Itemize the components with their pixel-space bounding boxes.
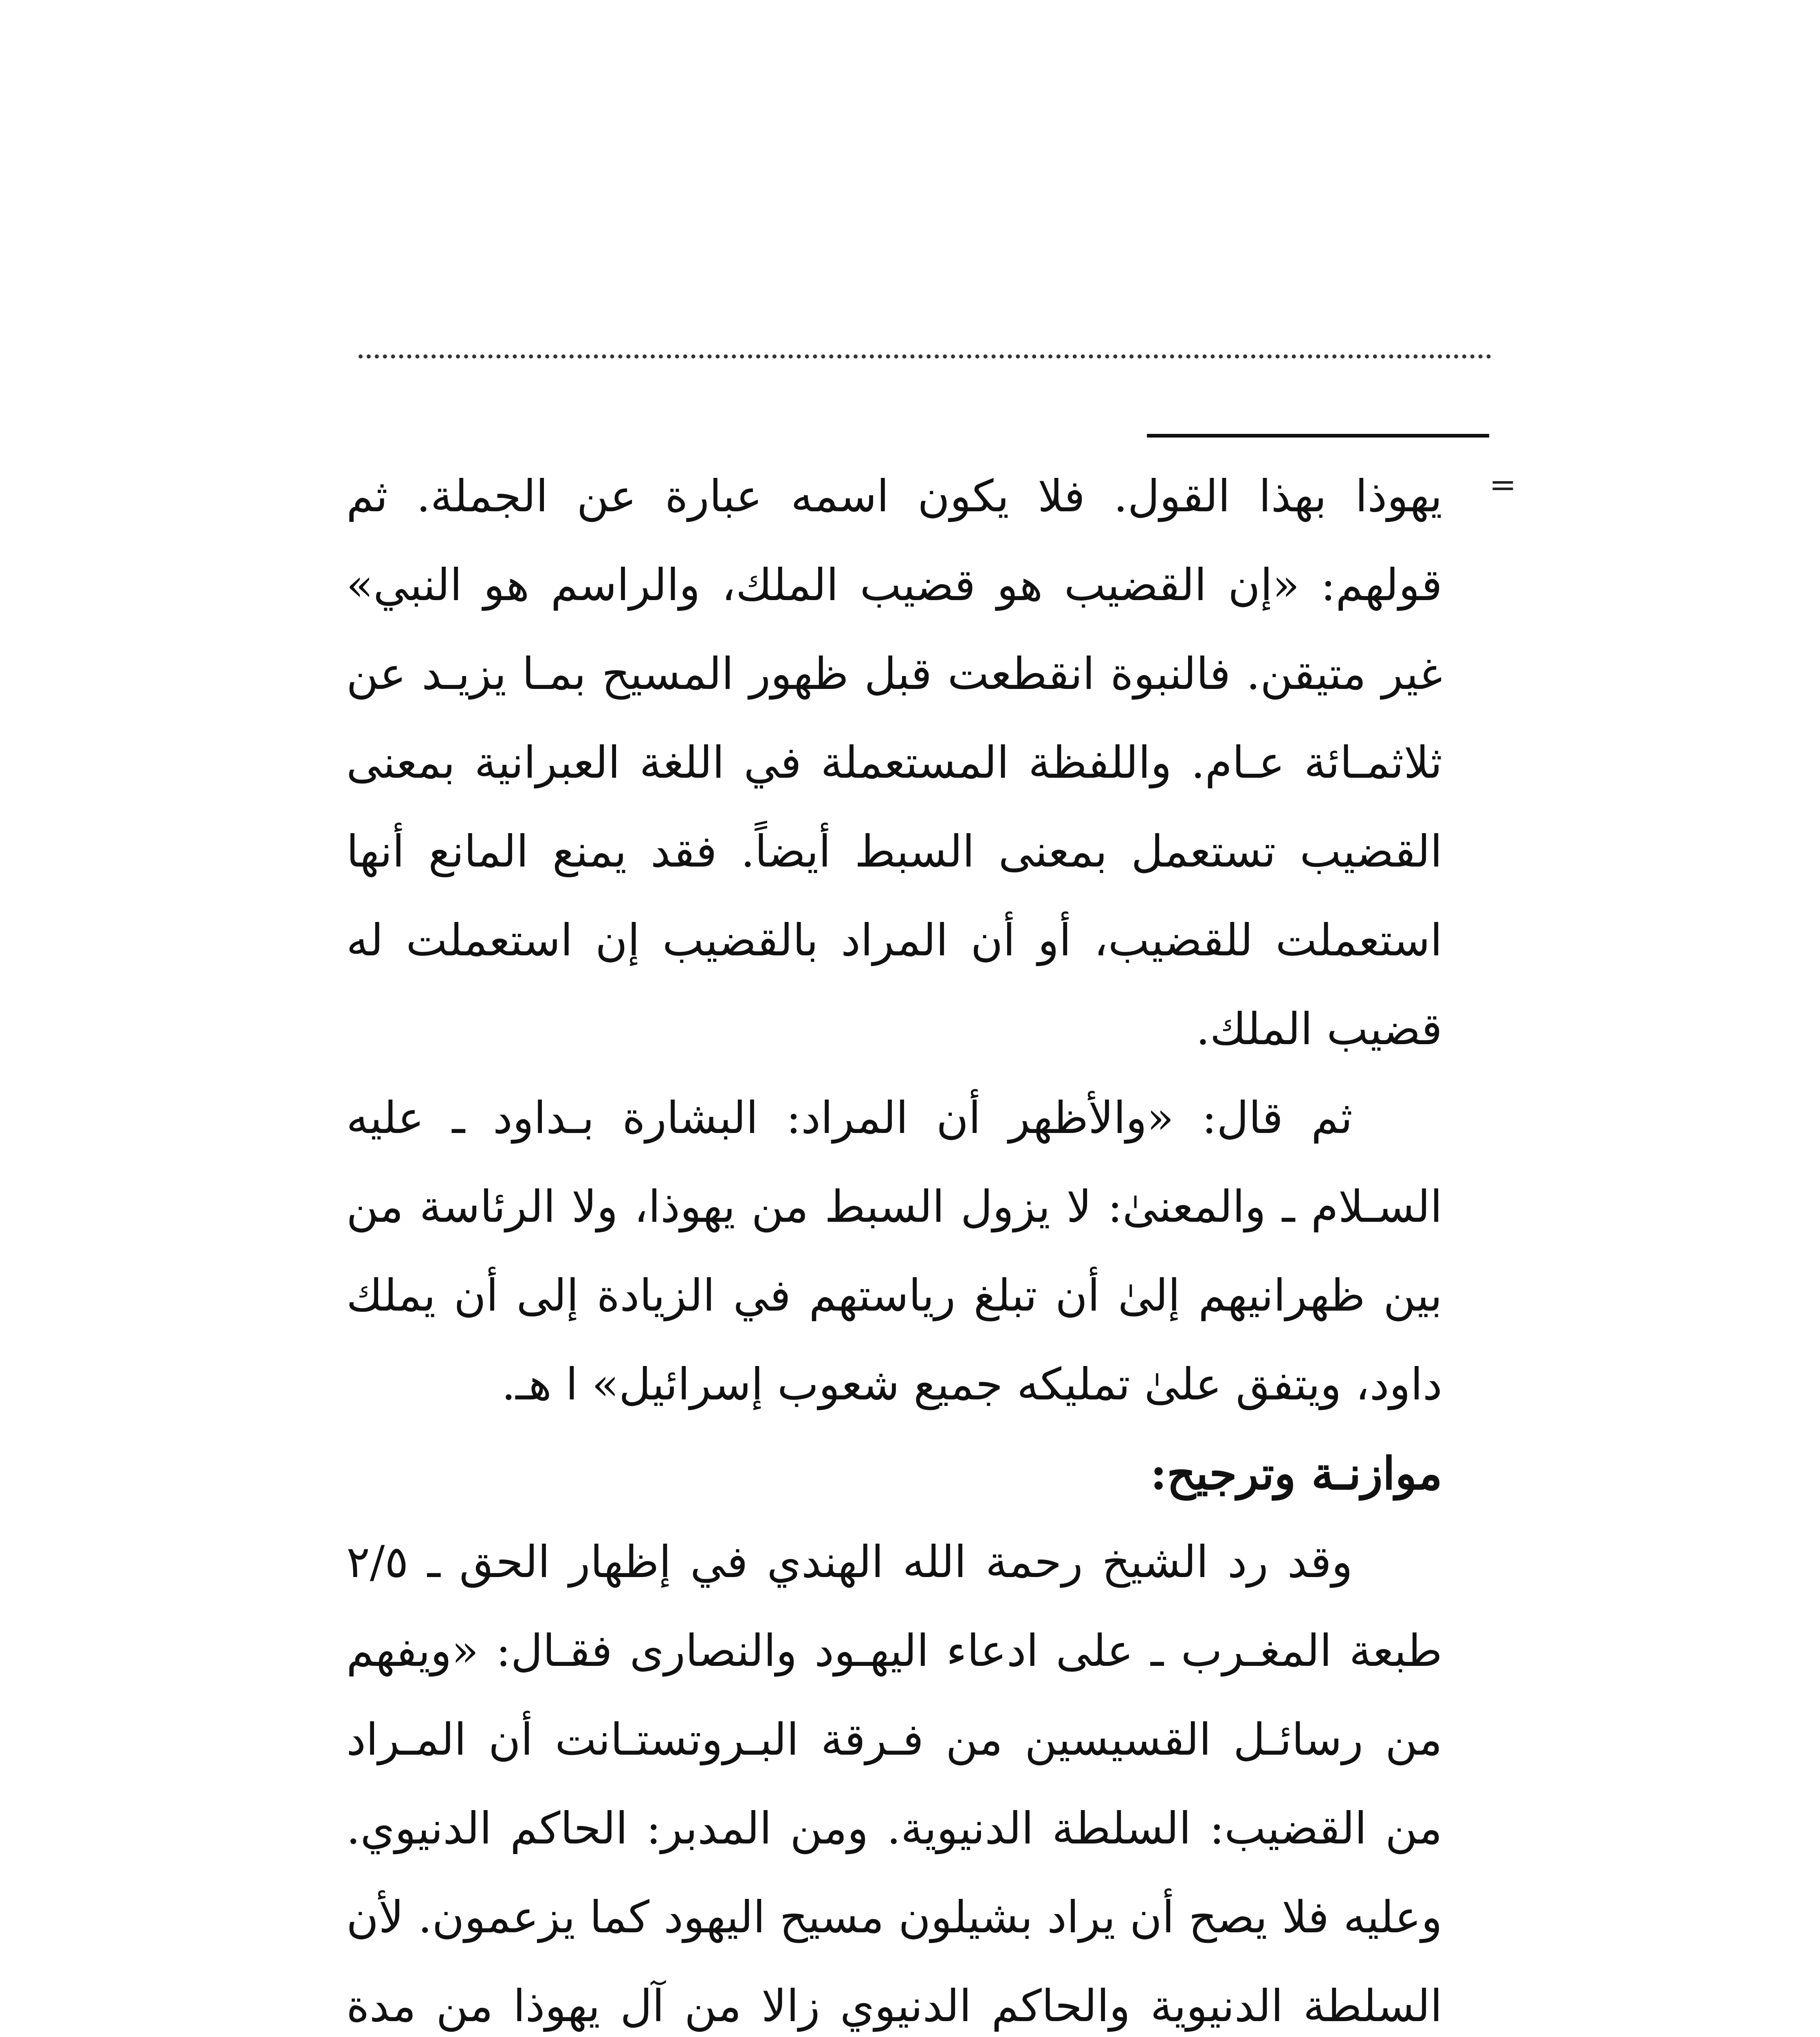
- dotted-separator: [359, 354, 1491, 359]
- footnote-paragraph-2: ثم قال: «والأظهر أن المراد: البشارة بـداود ـ عليه السـلام ـ والمعنىٰ: لا يزول السبط من يهوذا، ولا الرئاسة من بين ظهرانيهم إلىٰ أن تبلغ رياستهم في الزيادة إلى أن يملك داود، ويتفق علىٰ تمليكه جميع شعوب إسرائيل» ا هـ.: [346, 1093, 1442, 1410]
- footnote-paragraph-3: وقد رد الشيخ رحمة الله الهندي في إظهار الحق ـ ٢/٥ طبعة المغـرب ـ على ادعاء اليهـود والنصارى فقـال: «ويفهم من رسائـل القسيسين من فـرقة البـروتستـانت أن المـراد من القضيب: السلطة الدنيوية. ومن المدبر: الحاكم الدنيوي. وعليه فلا يصح أن يراد بشيلون مسيح اليهود كما يزعمون. لأن السلطة الدنيوية والحاكم الدنيوي زالا من آل يهوذا من مدة: [346, 1537, 1443, 2032]
- footnote-separator: [1147, 434, 1489, 438]
- footnote-text: [346, 452, 1442, 2037]
- section-heading: موازنـة وترجيح:: [1150, 1447, 1442, 1500]
- footnote-continuation-marker: =: [1489, 466, 1517, 504]
- footnote-paragraph-1: يهوذا بهذا القول. فلا يكون اسمه عبارة عن الجملة. ثم قولهم: «إن القضيب هو قضيب الملك، والراسم هو النبي» غير متيقن. فالنبوة انقطعت قبل ظهور المسيح بمـا يزيـد عن ثلاثمـائة عـام. واللفظة المستعملة في اللغة العبرانية بمعنى القضيب تستعمل بمعنى السبط أيضاً. فقد يمنع المانع أنها استعملت للقضيب، أو أن المراد بالقضيب إن استعملت له قضيب الملك.: [346, 471, 1442, 1055]
